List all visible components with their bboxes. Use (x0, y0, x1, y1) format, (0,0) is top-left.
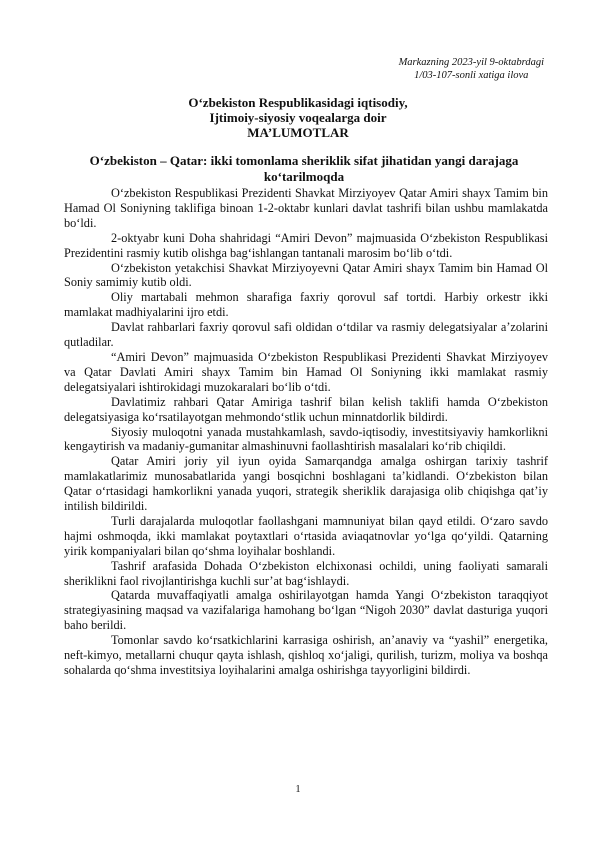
paragraph: Davlatimiz rahbari Qatar Amiriga tashrif bilan kelish taklifi hamda O‘zbekiston delegatsiyasiga ko‘rsatilayotgan mehmondo‘stlik uchun minnatdorlik bildirdi. (64, 394, 548, 424)
paragraph: Qatarda muvaffaqiyatli amalga oshirilayotgan hamda Yangi O‘zbekiston taraqqiyot strategiyasining maqsad va vazifalariga hamohang bo‘lgan “Nigoh 2030” davlat dasturiga yuqori baho berildi. (64, 588, 548, 633)
paragraph: O‘zbekiston Respublikasi Prezidenti Shavkat Mirziyoyev Qatar Amiri shayx Tamim bin Hamad Ol Soniyning taklifiga binoan 1-2-oktabr kunlari davlat tashrifi bilan ushbu mamlakatda bo‘ldi. (64, 186, 548, 230)
header-line-3: MA’LUMOTLAR (247, 125, 349, 140)
annex-note (399, 57, 544, 82)
paragraph: Qatar Amiri joriy yil iyun oyida Samarqandga amalga oshirgan tarixiy tashrif mamlakatlarimiz munosabatlarida yangi bosqichni boshlagani ta’kidlandi. O‘zbekiston bilan Qatar o‘rtasidagi hamkorlikni yanada yuqori, strategik sheriklik darajasiga olib chiqishga qat’iy intilish bildirildi. (64, 454, 548, 514)
header-line-1: O‘zbekiston Respublikasidagi iqtisodiy, (188, 95, 408, 110)
body-text (64, 186, 548, 678)
paragraph: O‘zbekiston yetakchisi Shavkat Mirziyoyevni Qatar Amiri shayx Tamim bin Hamad Ol Soniy samimiy kutib oldi. (64, 260, 548, 290)
annex-line-1: Markazning 2023-yil 9-oktabrdagi (398, 57, 544, 68)
page-number: 1 (295, 784, 301, 795)
paragraph: Tashrif arafasida Dohada O‘zbekiston elchixonasi ochildi, uning faoliyati samarali sheriklikni faol rivojlantirishga kuchli sur’at bag‘ishlaydi. (64, 558, 548, 588)
paragraph: Siyosiy muloqotni yanada mustahkamlash, savdo-iqtisodiy, investitsiyaviy hamkorlikni kengaytirish va madaniy-gumanitar almashinuvni faollashtirish masalalari ko‘rib chiqildi. (64, 424, 548, 454)
paragraph: 2-oktyabr kuni Doha shahridagi “Amiri Devon” majmuasida O‘zbekiston Respublikasi Prezidentini rasmiy kutib olishga bag‘ishlangan tantanali marosim bo‘lib o‘tdi. (64, 230, 548, 260)
paragraph: Tomonlar savdo ko‘rsatkichlarini karrasiga oshirish, an’anaviy va “yashil” energetika, neft-kimyo, metallarni chuqur qayta ishlash, qishloq xo‘jaligi, qurilish, turizm, moliya va boshqa sohalarda qo‘shma investitsiya loyihalarini amalga oshirishga tayyorligini bildirdi. (64, 633, 548, 677)
paragraph: Turli darajalarda muloqotlar faollashgani mamnuniyat bilan qayd etildi. O‘zaro savdo hajmi oshmoqda, ikki mamlakat poytaxtlari o‘rtasida aviaqatnovlar yo‘lga qo‘yildi. Qatarning yirik kompaniyalari bilan qo‘shma loyihalar boshlandi. (64, 513, 548, 558)
subject-title: O‘zbekiston – Qatar: ikki tomonlama sheriklik sifat jihatidan yangi darajaga ko‘tarilmoqda (89, 153, 519, 184)
annex-line-2: 1/03-107-sonli xatiga ilova (414, 69, 529, 81)
paragraph: Davlat rahbarlari faxriy qorovul safi oldidan o‘tdilar va rasmiy delegatsiyalar a’zolarini qutladilar. (64, 320, 548, 350)
document-header (0, 95, 596, 140)
header-line-2: Ijtimoiy-siyosiy voqealarga doir (209, 110, 387, 125)
paragraph: Oliy martabali mehmon sharafiga faxriy qorovul saf tortdi. Harbiy orkestr ikki mamlakat madhiyalarini ijro etdi. (64, 290, 548, 320)
paragraph: “Amiri Devon” majmuasida O‘zbekiston Respublikasi Prezidenti Shavkat Mirziyoyev va Qatar Davlati Amiri shayx Tamim bin Hamad Ol Soniyning ikki mamlakat rasmiy delegatsiyalari ishtirokidagi muzokaralari bo‘lib o‘tdi. (64, 349, 548, 394)
